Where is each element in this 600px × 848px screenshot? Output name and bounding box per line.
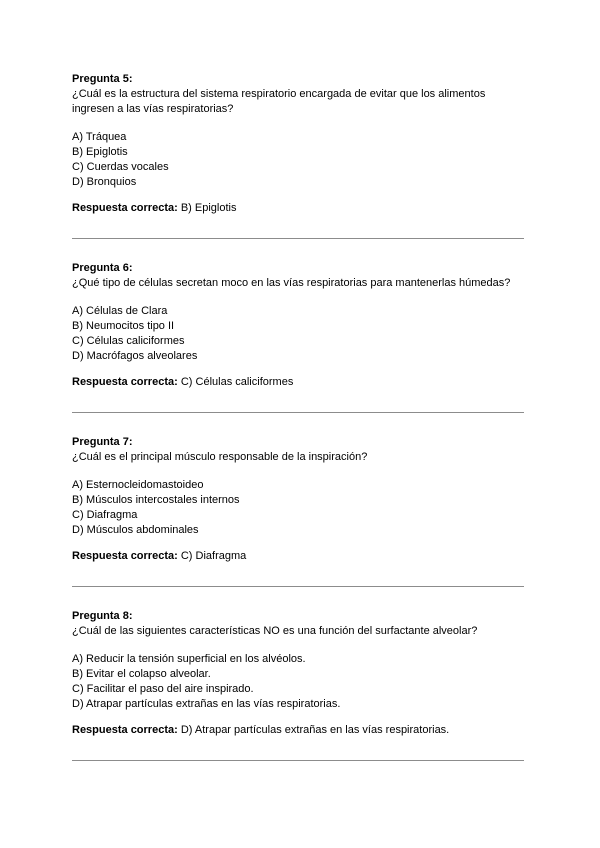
divider <box>72 238 524 239</box>
option-item: A) Esternocleidomastoideo <box>72 479 204 491</box>
question-text: ¿Qué tipo de células secretan moco en las vías respiratorias para mantenerlas húmedas? <box>72 277 511 289</box>
divider <box>72 412 524 413</box>
correct-answer <box>72 375 524 390</box>
question-text: ¿Cuál es el principal músculo responsable de la inspiración? <box>72 451 368 463</box>
correct-answer <box>72 723 524 738</box>
options-list <box>72 478 524 538</box>
answer-label: Respuesta correcta: <box>72 376 178 388</box>
answer-value: D) Atrapar partículas extrañas en las vías respiratorias. <box>180 724 450 736</box>
question-title: Pregunta 7: <box>72 436 133 448</box>
option-item: B) Epiglotis <box>72 146 128 158</box>
option-item: A) Tráquea <box>72 131 127 143</box>
option-item: B) Neumocitos tipo II <box>72 320 175 332</box>
correct-answer <box>72 201 524 216</box>
question-block-5 <box>72 72 524 216</box>
question-block-6 <box>72 261 524 390</box>
option-item: B) Músculos intercostales internos <box>72 494 240 506</box>
option-item: A) Reducir la tensión superficial en los alvéolos. <box>72 653 306 665</box>
answer-label: Respuesta correcta: <box>72 202 178 214</box>
answer-value: B) Epiglotis <box>180 202 237 214</box>
answer-label: Respuesta correcta: <box>72 724 178 736</box>
answer-value: C) Diafragma <box>180 550 247 562</box>
option-item: D) Atrapar partículas extrañas en las vías respiratorias. <box>72 698 341 710</box>
option-item: C) Facilitar el paso del aire inspirado. <box>72 683 254 695</box>
options-list <box>72 130 524 190</box>
question-title: Pregunta 6: <box>72 262 133 274</box>
question-title: Pregunta 5: <box>72 73 133 85</box>
option-item: C) Células caliciformes <box>72 335 185 347</box>
answer-value: C) Células caliciformes <box>180 376 294 388</box>
option-item: C) Cuerdas vocales <box>72 161 169 173</box>
divider <box>72 586 524 587</box>
document-page <box>72 72 524 783</box>
question-block-7 <box>72 435 524 564</box>
option-item: B) Evitar el colapso alveolar. <box>72 668 211 680</box>
option-item: A) Células de Clara <box>72 305 168 317</box>
option-item: D) Bronquios <box>72 176 137 188</box>
options-list <box>72 304 524 364</box>
question-title: Pregunta 8: <box>72 610 133 622</box>
question-text: ¿Cuál de las siguientes características NO es una función del surfactante alveolar? <box>72 625 478 637</box>
option-item: C) Diafragma <box>72 509 138 521</box>
option-item: D) Macrófagos alveolares <box>72 350 198 362</box>
divider <box>72 760 524 761</box>
options-list <box>72 652 524 712</box>
correct-answer <box>72 549 524 564</box>
question-text: ¿Cuál es la estructura del sistema respiratorio encargada de evitar que los alimentos ingresen a las vías respiratorias? <box>72 88 486 115</box>
answer-label: Respuesta correcta: <box>72 550 178 562</box>
question-block-8 <box>72 609 524 738</box>
option-item: D) Músculos abdominales <box>72 524 199 536</box>
